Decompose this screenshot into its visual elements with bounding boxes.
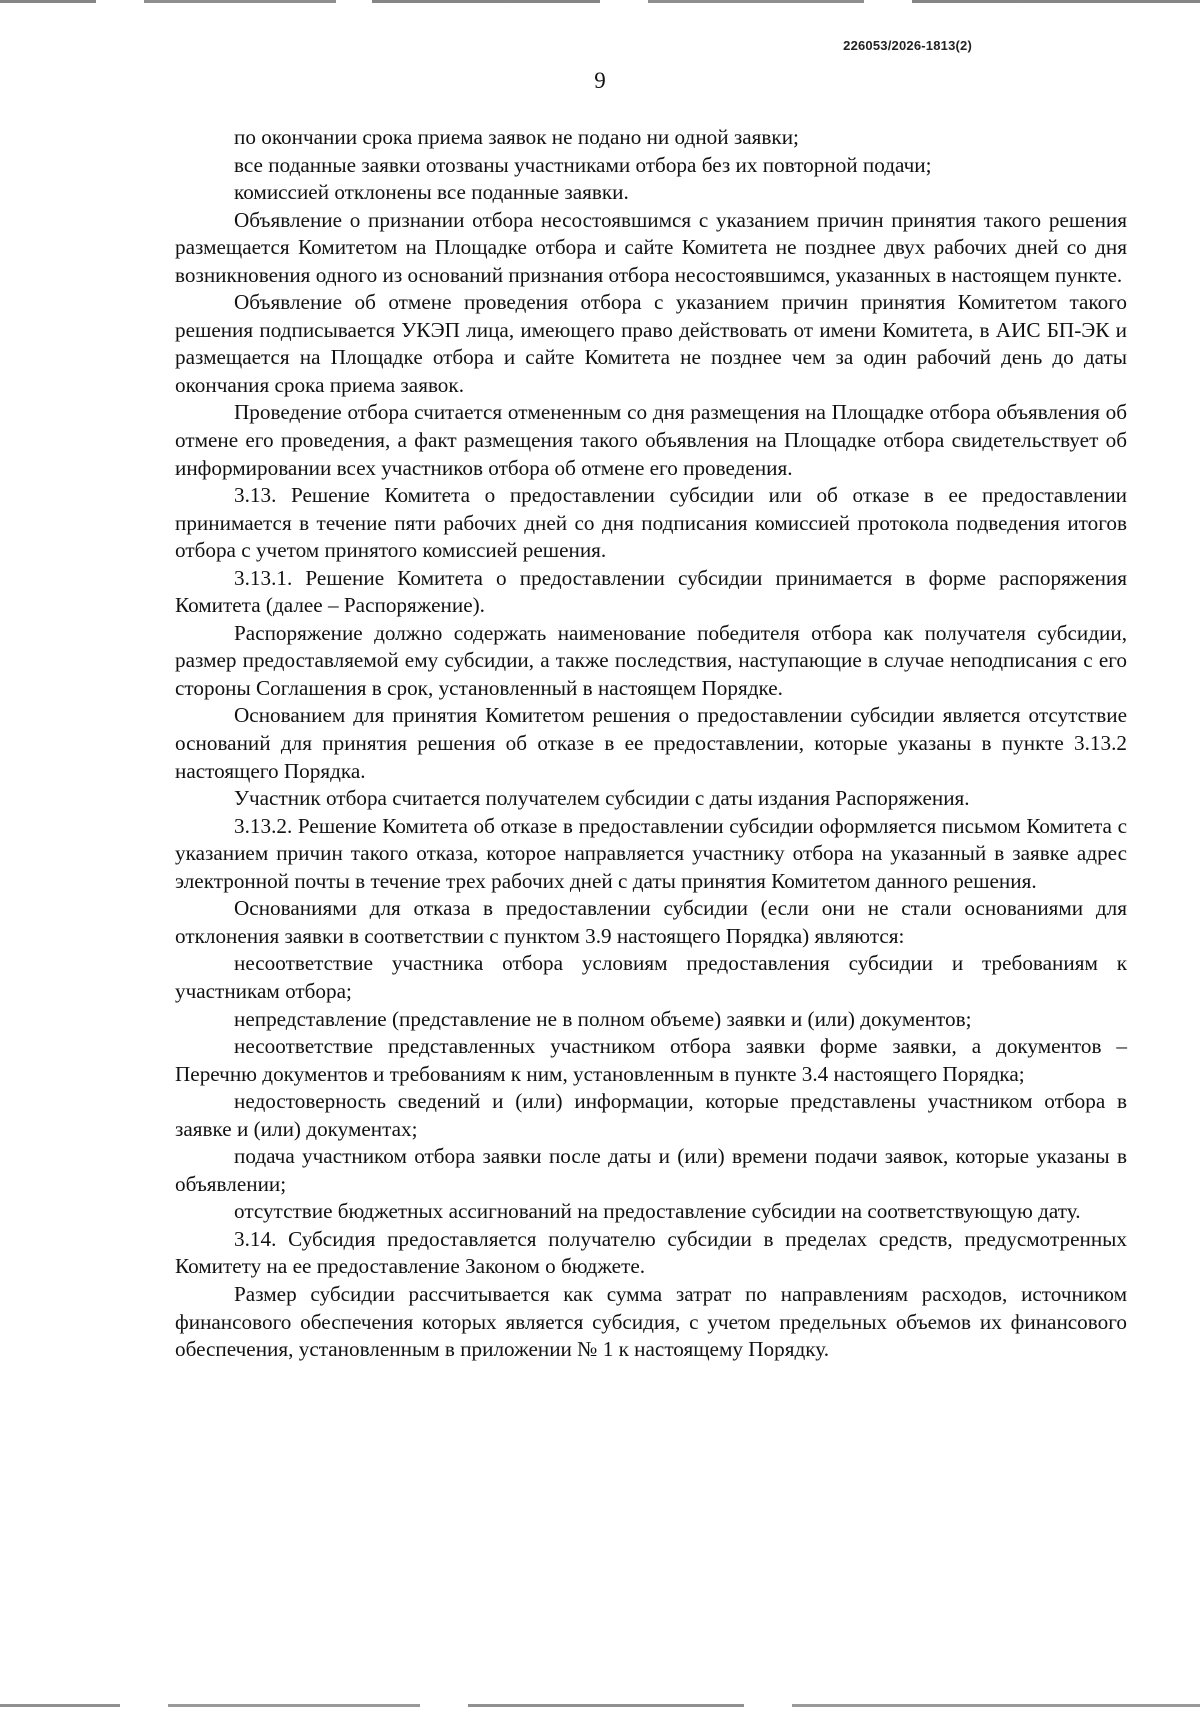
paragraph-refusal-ground-late: подача участником отбора заявки после даты и (или) времени подачи заявок, которые указаны в объявлении; (175, 1144, 1127, 1196)
paragraph-refusal-ground-form-mismatch: несоответствие представленных участником отбора заявки форме заявки, а документов – Перечню документов и требованиям к ним, установленным в пункте 3.4 настоящего Порядка; (175, 1034, 1127, 1086)
paragraph-3-13-2: 3.13.2. Решение Комитета об отказе в предоставлении субсидии оформляется письмом Комитета с указанием причин такого отказа, которое направляется участнику отбора на указанный в заявке адрес электронной почты в течение трех рабочих дней с даты принятия Комитетом данного решения. (175, 813, 1127, 893)
paragraph-refusal-grounds-intro: Основаниями для отказа в предоставлении субсидии (если они не стали основаниями для отклонения заявки в соответствии с пунктом 3.9 настоящего Порядка) являются: (175, 896, 1127, 948)
page-number: 9 (594, 68, 606, 93)
scan-edge-top (0, 0, 1200, 3)
paragraph-subsidy-amount: Размер субсидии рассчитывается как сумма затрат по направлениям расходов, источником финансового обеспечения которых является субсидия, с учетом предельных объемов их финансового обеспечения, установленным в приложении № 1 к настоящему Порядку. (175, 1281, 1127, 1362)
paragraph-3-13-1: 3.13.1. Решение Комитета о предоставлении субсидии принимается в форме распоряжения Комитета (далее – Распоряжение). (175, 565, 1127, 618)
paragraph-3-13: 3.13. Решение Комитета о предоставлении субсидии или об отказе в ее предоставлении принимается в течение пяти рабочих дней со дня подписания комиссией протокола подведения итогов отбора с учетом принятого комиссией решения. (175, 483, 1127, 563)
paragraph-cancellation-notice: Объявление об отмене проведения отбора с указанием причин принятия Комитетом такого решения подписывается УКЭП лица, имеющего право действовать от имени Комитета, в АИС БП-ЭК и размещается на Площадке отбора и сайте Комитета не позднее чем за один рабочий день до даты окончания срока приема заявок. (175, 290, 1127, 397)
scan-edge-bottom (0, 1704, 1200, 1707)
paragraph-3-14: 3.14. Субсидия предоставляется получателю субсидии в пределах средств, предусмотренных Комитету на ее предоставление Законом о бюджете. (175, 1226, 1127, 1279)
document-body (175, 124, 1127, 1364)
paragraph-refusal-ground-no-budget: отсутствие бюджетных ассигнований на предоставление субсидии на соответствующую дату. (234, 1199, 1081, 1224)
paragraph-refusal-ground-incomplete: непредставление (представление не в полном объеме) заявки и (или) документов; (234, 1006, 972, 1031)
paragraph-failed-selection-notice: Объявление о признании отбора несостоявшимся с указанием причин принятия такого решения размещается Комитетом на Площадке отбора и сайте Комитета не позднее двух рабочих дней со дня возникновения одного из оснований признания отбора несостоявшимся, указанных в настоящем пункте. (175, 207, 1127, 287)
paragraph-list-item-no-applications: по окончании срока приема заявок не подано ни одной заявки; (234, 125, 799, 149)
paragraph-refusal-ground-unreliable: недостоверность сведений и (или) информации, которые представлены участником отбора в заявке и (или) документах; (175, 1089, 1127, 1141)
document-registration-number: 226053/2026-1813(2) (843, 38, 972, 53)
paragraph-order-content: Распоряжение должно содержать наименование победителя отбора как получателя субсидии, размер предоставляемой ему субсидии, а также последствия, наступающие в случае неподписания с его стороны Соглашения в срок, установленный в настоящем Порядке. (175, 620, 1127, 700)
paragraph-refusal-ground-noncompliance: несоответствие участника отбора условиям предоставления субсидии и требованиям к участникам отбора; (175, 951, 1127, 1003)
paragraph-grounds-for-decision: Основанием для принятия Комитетом решения о предоставлении субсидии является отсутствие оснований для принятия решения об отказе в ее предоставлении, которые указаны в пункте 3.13.2 настоящего Порядка. (175, 703, 1127, 783)
paragraph-recipient-status: Участник отбора считается получателем субсидии с даты издания Распоряжения. (234, 786, 970, 811)
paragraph-cancellation-effect: Проведение отбора считается отмененным со дня размещения на Площадке отбора объявления об отмене его проведения, а факт размещения такого объявления на Площадке отбора свидетельствует об информировании всех участников отбора об отмене его проведения. (175, 400, 1127, 480)
paragraph-list-item-rejected: комиссией отклонены все поданные заявки. (234, 180, 629, 205)
paragraph-list-item-withdrawn: все поданные заявки отозваны участниками отбора без их повторной подачи; (234, 152, 932, 177)
